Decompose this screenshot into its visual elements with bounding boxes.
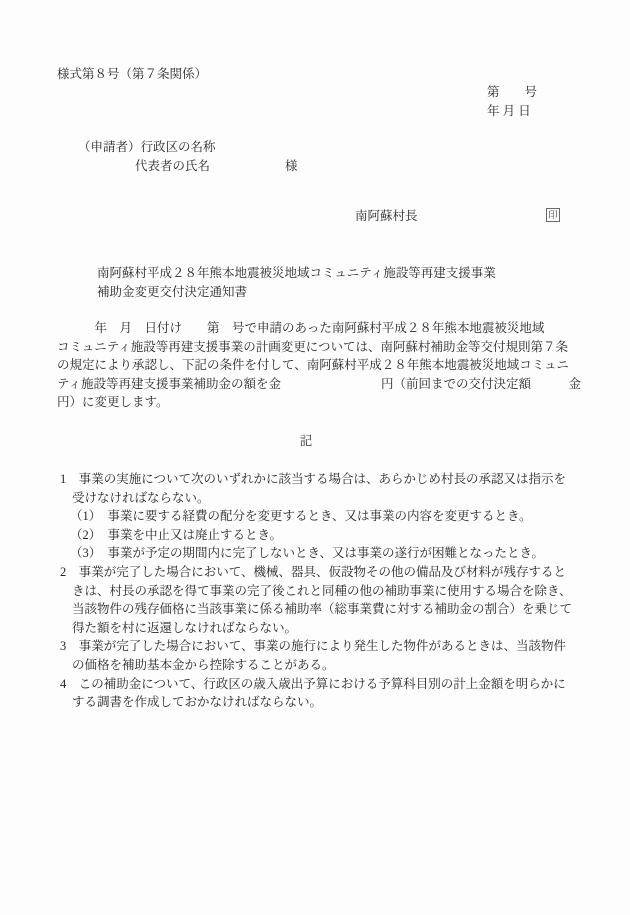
- document-title-line2: 補助金変更交付決定通知書: [97, 284, 248, 299]
- sender-title: 南阿蘇村長: [355, 209, 418, 223]
- condition-line: 1 事業の実施について次のいずれかに該当する場合は、あらかじめ村長の承認又は指示を: [60, 472, 567, 486]
- representative-line: 代表者の氏名 様: [135, 158, 298, 173]
- body-line: ティ施設等再建支援事業補助金の額を金 円（前回までの交付決定額 金: [57, 376, 582, 391]
- body-line: 年 月 日付け 第 号で申請のあった南阿蘇村平成２８年熊本地震被災地域: [57, 321, 545, 335]
- condition-line: （3） 事業が予定の期間内に完了しないとき、又は事業の遂行が困難となったとき。: [70, 546, 545, 561]
- condition-line: 2 事業が完了した場合において、機械、器具、仮設物その他の備品及び材料が残存すると: [60, 564, 567, 579]
- applicant-block: [78, 138, 298, 175]
- condition-line: 受けなければならない。: [72, 490, 210, 505]
- condition-line: の価格を補助基本金から控除することがある。: [72, 657, 335, 672]
- condition-line: する調書を作成しておかなければならない。: [72, 695, 323, 710]
- body-line: 円）に変更します。: [57, 395, 169, 410]
- body-line: コミュニティ施設等再建支援事業の計画変更については、南阿蘇村補助金等交付規則第７条: [57, 339, 569, 354]
- condition-line: 得た額を村に返還しなければならない。: [72, 620, 298, 635]
- condition-line: 3 事業が完了した場合において、事業の施行により発生した物件があるときは、当該物件: [60, 639, 567, 654]
- condition-line: 4 この補助金について、行政区の歳入歳出予算における予算科目別の計上金額を明らかに: [60, 676, 566, 691]
- condition-line: 当該物件の残存価格に当該事業に係る補助率（総事業費に対する補助金の割合）を乗じて: [72, 602, 573, 617]
- doc-number-block: [487, 83, 537, 120]
- body-paragraph: [57, 319, 581, 412]
- document-title-line1: 南阿蘇村平成２８年熊本地震被災地域コミュニティ施設等再建支援事業: [97, 266, 496, 280]
- body-line: の規定により承認し、下記の条件を付して、南阿蘇村平成２８年熊本地震被災地域コミュニ: [57, 358, 570, 373]
- applicant-label: （申請者）行政区の名称: [78, 140, 216, 154]
- doc-number: 第 号: [487, 85, 538, 99]
- form-number: 様式第８号（第７条関係）: [57, 67, 208, 81]
- ki-heading: 記: [299, 434, 313, 448]
- document-title: [97, 264, 496, 301]
- condition-line: （2） 事業を中止又は廃止するとき。: [70, 527, 283, 542]
- condition-line: （1） 事業に要する経費の配分を変更するとき、又は事業の内容を変更するとき。: [70, 509, 532, 524]
- conditions-list: [57, 470, 597, 712]
- condition-line: きは、村長の承認を得て事業の完了後これと同種の他の補助事業に使用する場合を除き、: [72, 583, 572, 598]
- date-line: 年 月 日: [487, 103, 531, 118]
- seal-placeholder-icon: 印: [546, 208, 560, 222]
